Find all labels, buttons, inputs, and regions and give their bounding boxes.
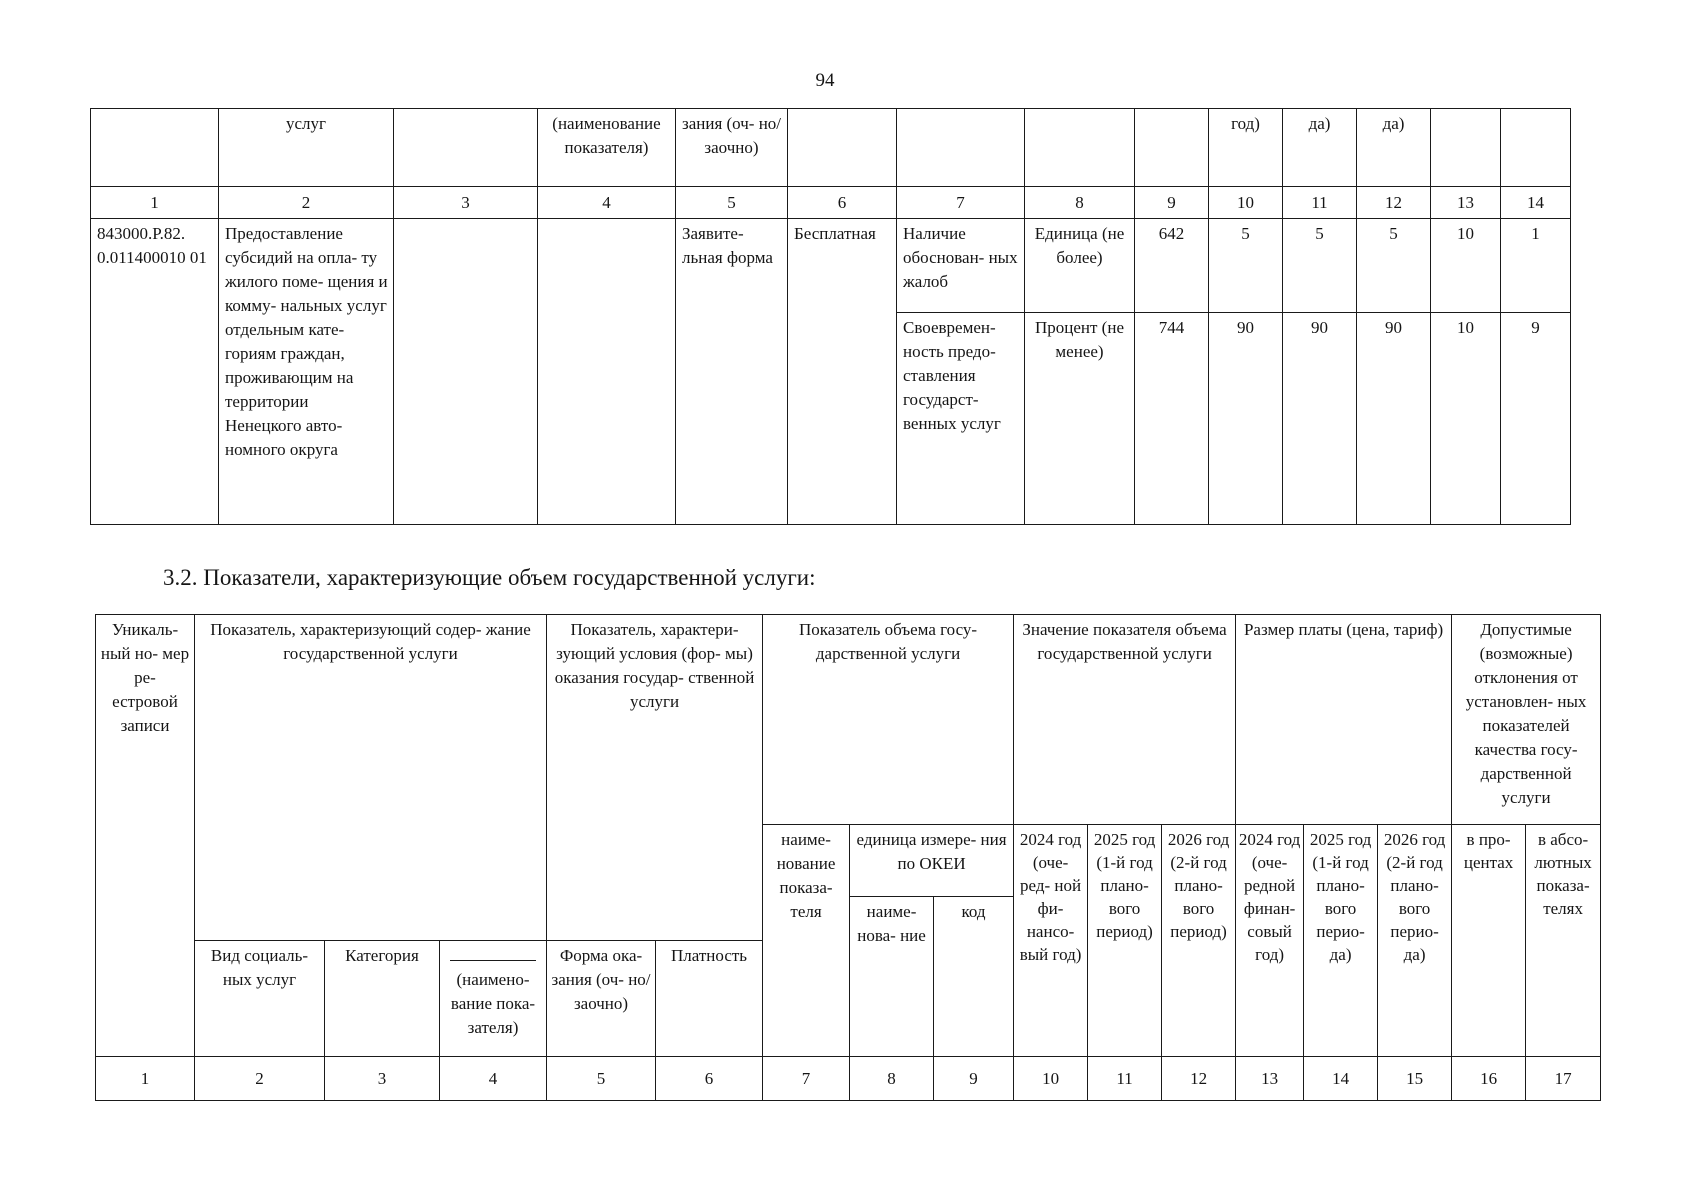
column-number: 5 [547,1057,656,1101]
header-fragment-5: зания (оч- но/заочно) [676,109,788,187]
header-indicator-name-text: (наимено- вание пока- зателя) [450,970,536,1037]
header-fragment-13 [1431,109,1501,187]
column-number: 7 [897,187,1025,219]
section-title: 3.2. Показатели, характеризующие объем государственной услуги: [163,565,816,590]
okei-code: 744 [1135,313,1209,525]
column-number: 14 [1304,1057,1378,1101]
header-fragment-1 [91,109,219,187]
header-fragment-12: да) [1357,109,1431,187]
column-number: 14 [1501,187,1571,219]
service-content: Предоставление субсидий на опла- ту жилого поме- щения и комму- нальных услуг отдельным кате- гориям граждан, проживающим на территории Ненецкого авто- номного округа [219,219,394,525]
header-fragment-11: да) [1283,109,1357,187]
header-fee-2024: 2024 год (оче- редной финан- совый год) [1236,825,1304,1057]
header-indicator-value: Значение показателя объема государственной услуги [1014,615,1236,825]
header-deviation-absolute: в абсо- лютных показа- телях [1526,825,1601,1057]
deviation-percent: 10 [1431,219,1501,313]
column-number: 7 [763,1057,850,1101]
column-number: 4 [538,187,676,219]
header-value-2026: 2026 год (2-й год плано- вого период) [1162,825,1236,1057]
header-value-2025: 2025 год (1-й год плано- вого период) [1088,825,1162,1057]
column-number: 1 [96,1057,195,1101]
indicator-name: Своевремен- ность предо- ставления государст- венных услуг [897,313,1025,525]
header-fragment-4: (наименование показателя) [538,109,676,187]
header-okei-code: код [934,897,1014,1057]
header-fragment-6 [788,109,897,187]
column-number: 3 [325,1057,440,1101]
column-number: 1 [91,187,219,219]
value-2026: 90 [1357,313,1431,525]
column-number: 11 [1088,1057,1162,1101]
column-number: 5 [676,187,788,219]
empty-cell [394,219,538,525]
blank-line [450,948,536,961]
header-value-2024: 2024 год (оче- ред- ной фи- нансо- вый год) [1014,825,1088,1057]
header-allowed-deviations: Допустимые (возможные) отклонения от установлен- ных показателей качества госу- дарственной услуги [1452,615,1601,825]
header-fragment-9 [1135,109,1209,187]
column-number: 6 [656,1057,763,1101]
column-number: 9 [1135,187,1209,219]
payment-type: Бесплатная [788,219,897,525]
indicator-name: Наличие обоснован- ных жалоб [897,219,1025,313]
header-fee-amount: Размер платы (цена, тариф) [1236,615,1452,825]
empty-cell [538,219,676,525]
table-header-fragment-row [91,109,1571,187]
column-number: 8 [1025,187,1135,219]
header-service-content: Показатель, характеризующий содер- жание государственной услуги [195,615,547,941]
service-form: Заявите- льная форма [676,219,788,525]
header-payment: Платность [656,941,763,1057]
header-fragment-14 [1501,109,1571,187]
quality-indicators-table [90,108,1571,525]
column-number: 13 [1431,187,1501,219]
column-number: 17 [1526,1057,1601,1101]
column-number: 16 [1452,1057,1526,1101]
column-number: 13 [1236,1057,1304,1101]
unique-record-number: 843000.Р.82. 0.011400010 01 [91,219,219,525]
column-number: 4 [440,1057,547,1101]
header-fragment-7 [897,109,1025,187]
column-number: 11 [1283,187,1357,219]
header-volume-indicator: Показатель объема госу- дарственной услуги [763,615,1014,825]
header-unique-number: Уникаль- ный но- мер ре- естровой записи [96,615,195,1057]
value-2024: 5 [1209,219,1283,313]
column-number: 3 [394,187,538,219]
table-row [91,219,1571,313]
column-number: 6 [788,187,897,219]
header-okei-name: наиме- нова- ние [850,897,934,1057]
deviation-absolute: 9 [1501,313,1571,525]
header-indicator-name-blank [440,941,547,1057]
column-number-row [91,187,1571,219]
deviation-absolute: 1 [1501,219,1571,313]
column-number: 12 [1162,1057,1236,1101]
value-2026: 5 [1357,219,1431,313]
column-number: 10 [1209,187,1283,219]
header-category: Категория [325,941,440,1057]
header-fee-2025: 2025 год (1-й год плано- вого перио- да) [1304,825,1378,1057]
column-number: 15 [1378,1057,1452,1101]
page-number: 94 [815,70,835,91]
header-service-kind: Вид социаль- ных услуг [195,941,325,1057]
column-number-row [96,1057,1601,1101]
unit-name: Процент (не менее) [1025,313,1135,525]
unit-name: Единица (не более) [1025,219,1135,313]
header-fragment-10: год) [1209,109,1283,187]
column-number: 8 [850,1057,934,1101]
header-fragment-3 [394,109,538,187]
deviation-percent: 10 [1431,313,1501,525]
header-fragment-2: услуг [219,109,394,187]
header-service-conditions: Показатель, характери- зующий условия (фор- мы) оказания государ- ственной услуги [547,615,763,941]
column-number: 10 [1014,1057,1088,1101]
header-indicator-name: наиме- нование показа- теля [763,825,850,1057]
value-2025: 5 [1283,219,1357,313]
header-row [96,615,1601,825]
column-number: 2 [195,1057,325,1101]
volume-indicators-table [95,614,1601,1101]
header-fee-2026: 2026 год (2-й год плано- вого перио- да) [1378,825,1452,1057]
okei-code: 642 [1135,219,1209,313]
header-service-form: Форма ока- зания (оч- но/заочно) [547,941,656,1057]
value-2025: 90 [1283,313,1357,525]
column-number: 12 [1357,187,1431,219]
header-okei-unit: единица измере- ния по ОКЕИ [850,825,1014,897]
value-2024: 90 [1209,313,1283,525]
header-fragment-8 [1025,109,1135,187]
header-deviation-percent: в про- центах [1452,825,1526,1057]
column-number: 9 [934,1057,1014,1101]
column-number: 2 [219,187,394,219]
